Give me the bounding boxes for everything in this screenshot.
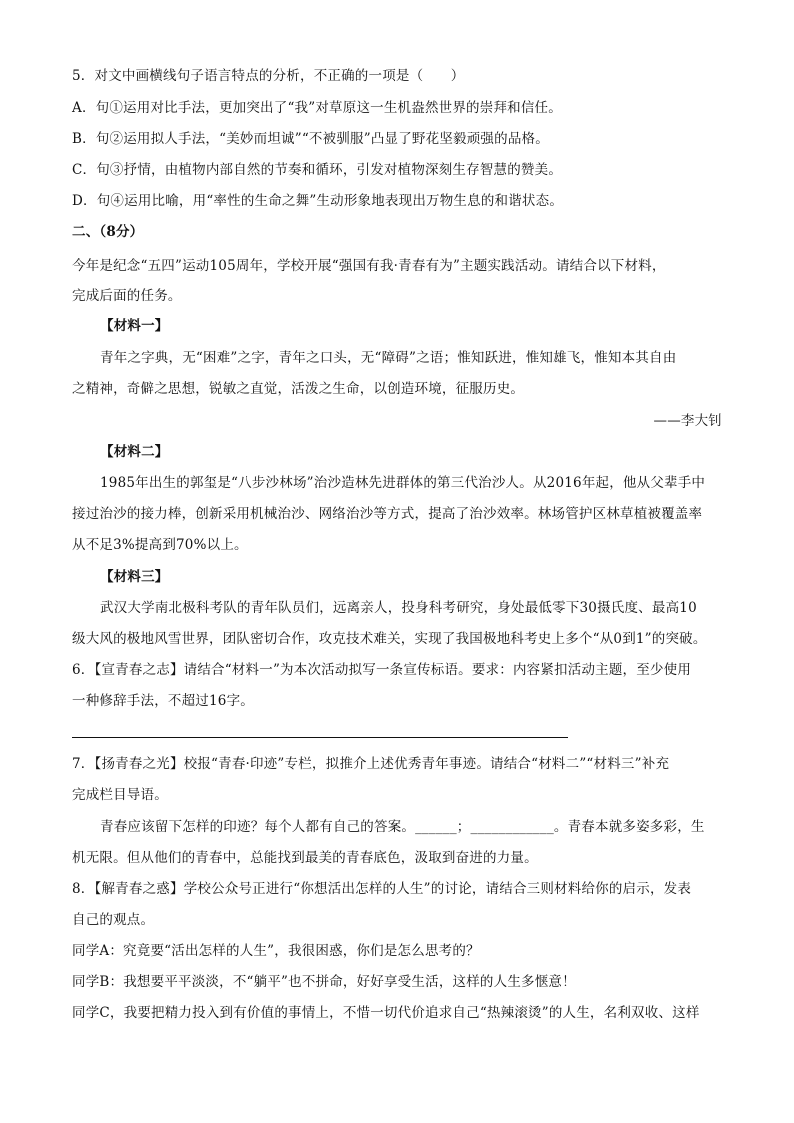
dialogue-student-b: 同学B：我想要平平淡淡，不“躺平”也不拼命，好好享受生活，这样的人生多惬意！ (72, 974, 576, 990)
question-8-line-2: 自己的观点。 (72, 912, 155, 928)
section-2-intro-line-1: 今年是纪念“五四”运动105周年，学校开展“强国有我·青春有为”主题实践活动。请结合以下材料， (72, 258, 666, 274)
question-7-line-2: 完成栏目导语。 (72, 787, 168, 803)
material-3-title: 【材料三】 (100, 569, 169, 585)
question-7-line-1: 7．【扬青春之光】校报“青春·印迹”专栏，拟推介上述优秀青年事迹。请结合“材料二”“材料三”补充 (72, 756, 670, 772)
material-2-title: 【材料二】 (100, 444, 169, 460)
answer-line (72, 737, 568, 738)
question-5-option-d: D．句④运用比喻，用“率性的生命之舞”生动形象地表现出万物生息的和谐状态。 (72, 193, 564, 209)
dialogue-student-c: 同学C，我要把精力投入到有价值的事情上，不惜一切代价追求自己“热辣滚烫”的人生，名利双收、这样 (72, 1005, 700, 1021)
material-1-line-1: 青年之字典，无“困难”之字，青年之口头，无“障碍”之语；惟知跃进，惟知雄飞，惟知本其自由 (100, 350, 677, 366)
question-5-option-b: B．句②运用拟人手法，“美妙而坦诚”“不被驯服”凸显了野花坚毅顽强的品格。 (72, 131, 549, 147)
section-2-intro-line-2: 完成后面的任务。 (72, 288, 182, 304)
question-7-passage-line-2: 机无限。但从他们的青春中，总能找到最美的青春底色，汲取到奋进的力量。 (72, 850, 538, 866)
material-1-title: 【材料一】 (100, 318, 169, 334)
material-1-line-2: 之精神，奇僻之思想，锐敏之直觉，活泼之生命，以创造环境，征服历史。 (72, 381, 525, 397)
question-6-line-2: 一种修辞手法，不超过16字。 (72, 693, 254, 709)
question-5-option-a: A．句①运用对比手法，更加突出了“我”对草原这一生机盎然世界的崇拜和信任。 (72, 100, 562, 116)
question-8-line-1: 8．【解青春之惑】学校公众号正进行“你想活出怎样的人生”的讨论，请结合三则材料给你的启示，发表 (72, 881, 692, 897)
material-2-line-3: 从不足3%提高到70%以上。 (72, 537, 248, 553)
question-6-line-1: 6．【宣青春之志】请结合“材料一”为本次活动拟写一条宣传标语。要求：内容紧扣活动主题，至少使用 (72, 662, 692, 678)
question-5-option-c: C．句③抒情，由植物内部自然的节奏和循环，引发对植物深刻生存智慧的赞美。 (72, 162, 563, 178)
material-2-line-2: 接过治沙的接力棒，创新采用机械治沙、网络治沙等方式，提高了治沙效率。林场管护区林草植被覆盖率 (72, 506, 703, 522)
material-1-attribution: ——李大钊 (653, 413, 722, 429)
section-2-heading: 二、（8分） (72, 224, 144, 240)
material-2-line-1: 1985年出生的郭玺是“八步沙林场”治沙造林先进群体的第三代治沙人。从2016年起，他从父辈手中 (100, 475, 706, 491)
dialogue-student-a: 同学A：究竟要“活出怎样的人生”，我很困惑，你们是怎么思考的？ (72, 943, 480, 959)
question-7-passage-line-1: 青春应该留下怎样的印迹？每个人都有自己的答案。______；____________。青春本就多姿多彩，生 (100, 819, 705, 835)
material-3-line-1: 武汉大学南北极科考队的青年队员们，远离亲人，投身科考研究，身处最低零下30摄氏度、最高10 (100, 600, 697, 616)
material-3-line-2: 级大风的极地风雪世界，团队密切合作，攻克技术难关，实现了我国极地科考史上多个“从0到1”的突破。 (72, 631, 707, 647)
question-5-stem: 5．对文中画横线句子语言特点的分析，不正确的一项是（ ） (72, 68, 465, 84)
